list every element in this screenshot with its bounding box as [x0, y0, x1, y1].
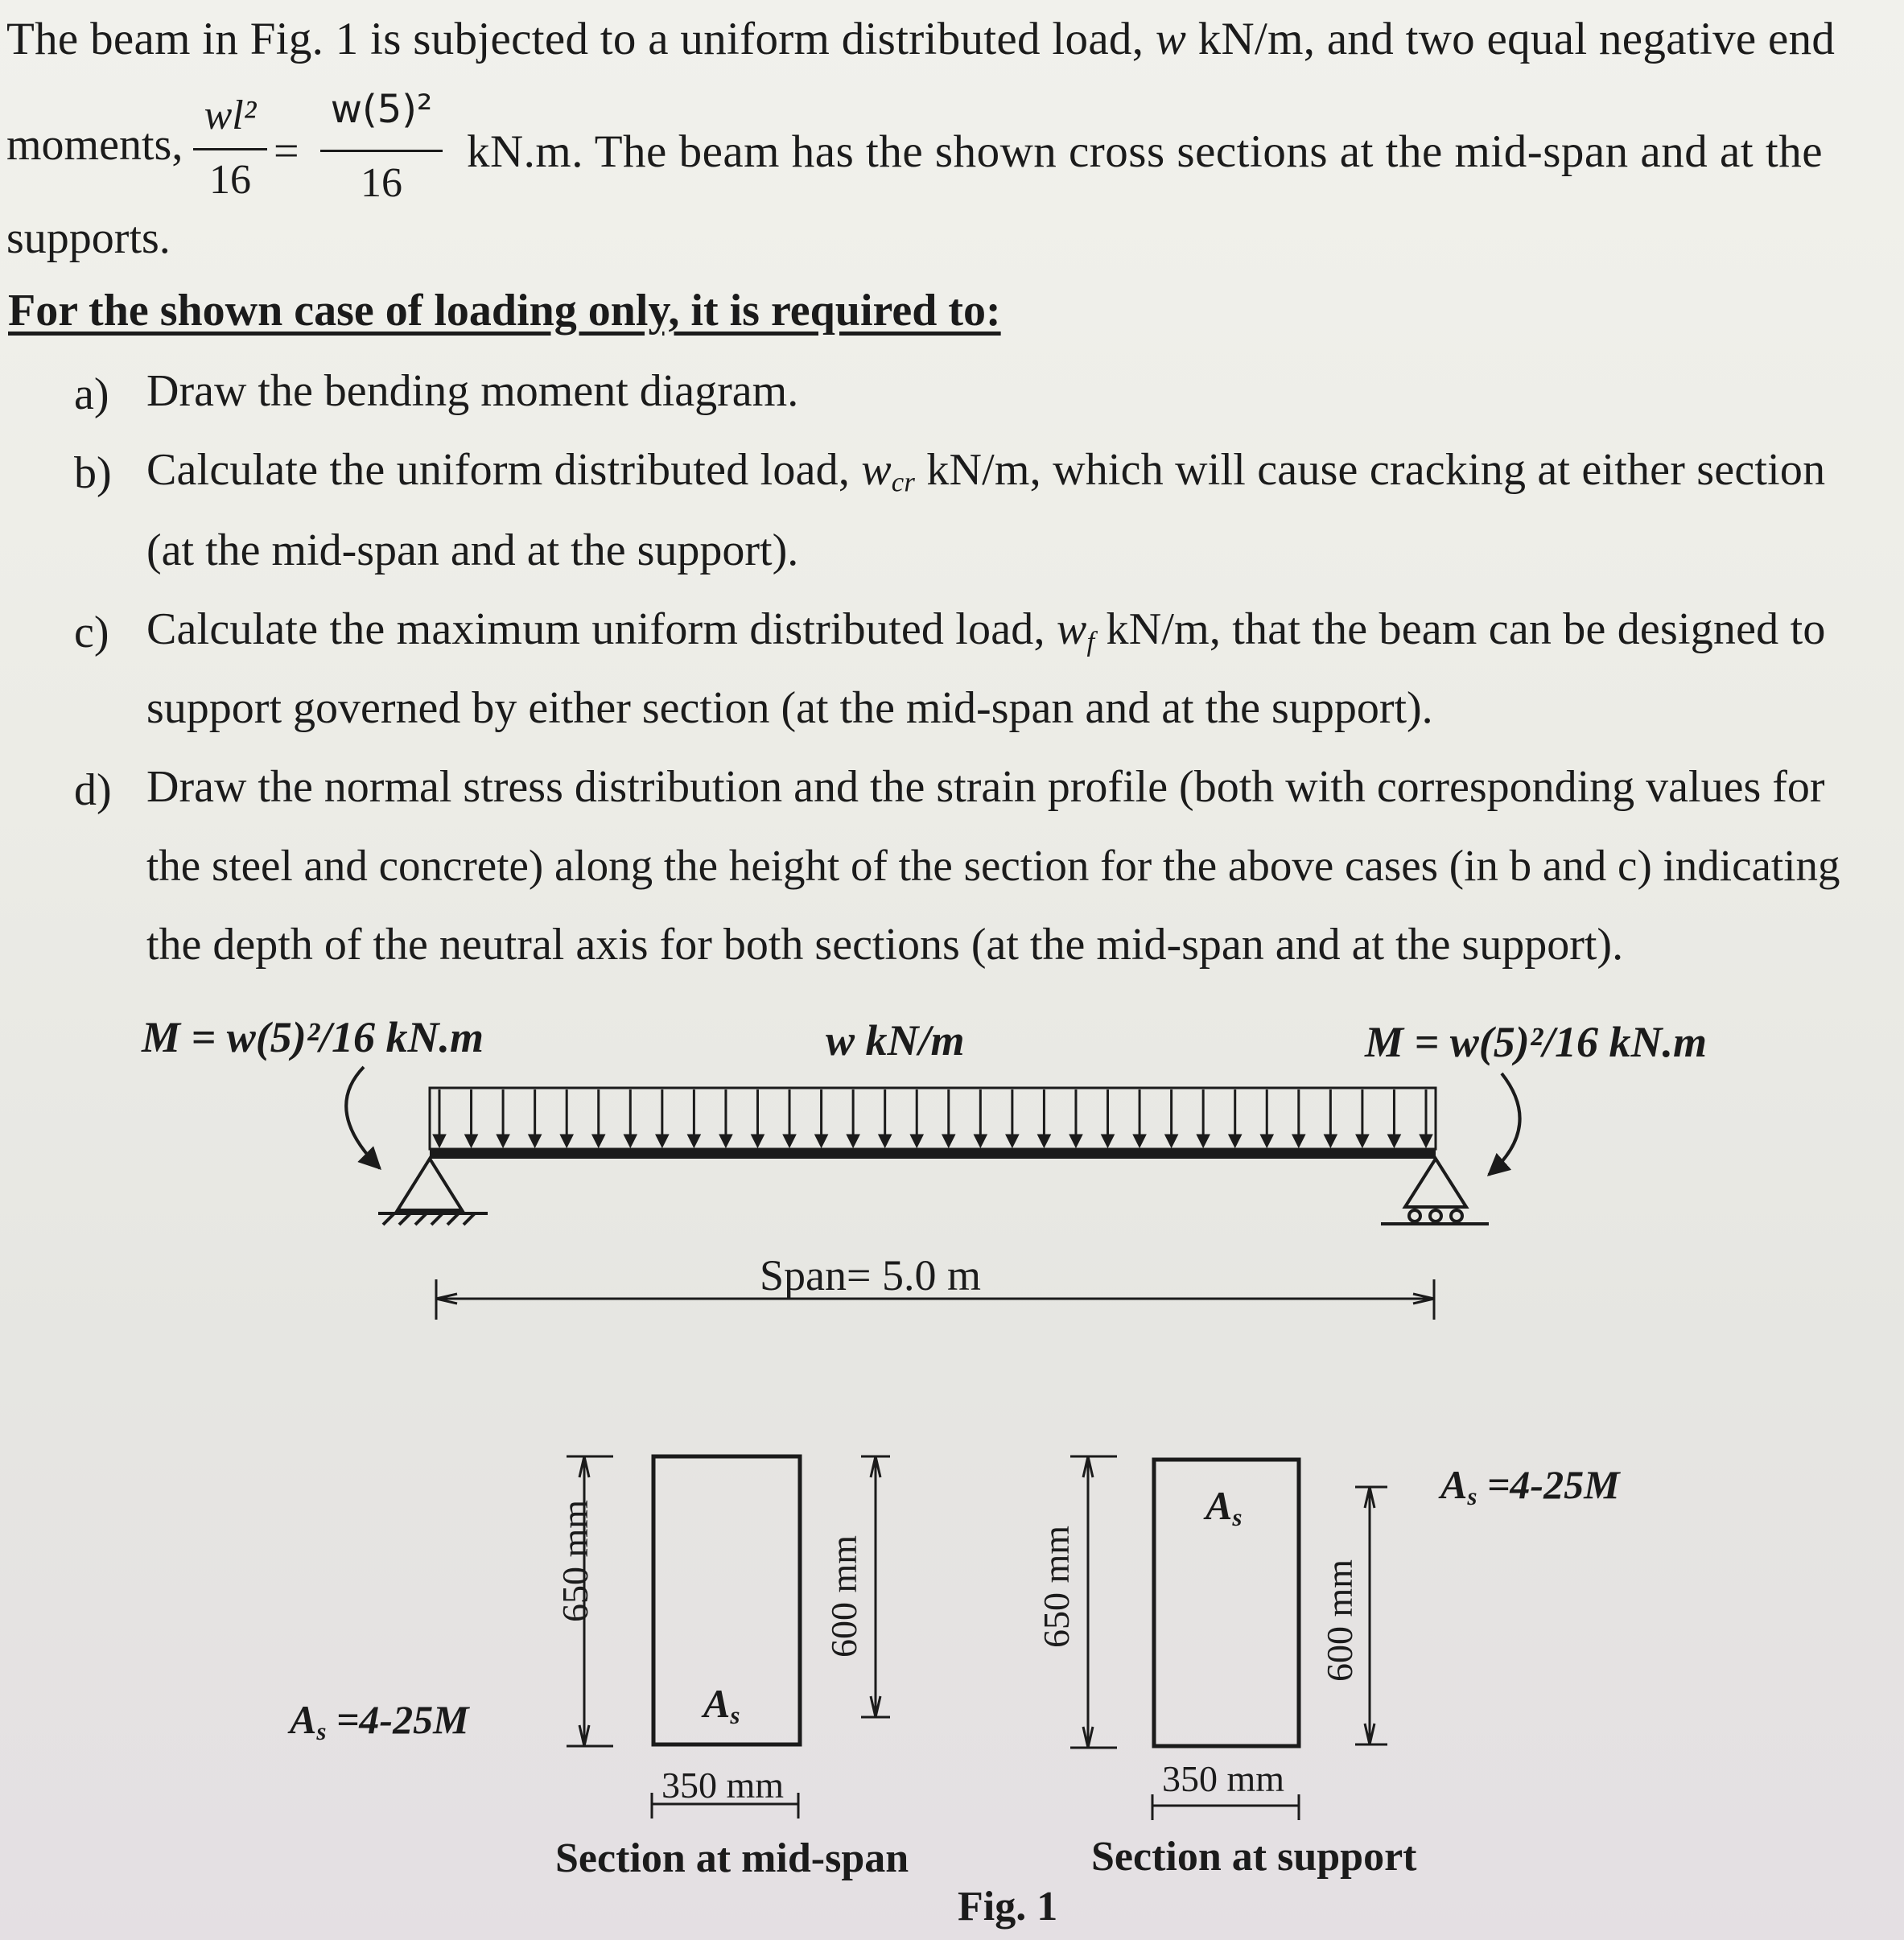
fig-caption: Fig. 1: [958, 1884, 1058, 1930]
midspan-as-label: $A_s =4-25M$: [290, 1697, 469, 1745]
midspan-caption: Section at mid-span: [555, 1835, 909, 1881]
task-a-letter: a): [74, 369, 109, 419]
load-arrow: [1197, 1089, 1210, 1147]
task-a-text: Draw the bending moment diagram.: [146, 366, 799, 416]
load-arrow: [529, 1089, 542, 1147]
load-arrow: [815, 1089, 828, 1147]
support-height-effective: 600 mm: [1319, 1559, 1360, 1682]
task-d-line-3: the depth of the neutral axis for both sections (at the mid-span and at the support).: [146, 920, 1624, 970]
beam: [430, 1149, 1436, 1159]
moment-left-label: M = w(5)²/16 kN.m: [142, 1013, 484, 1061]
load-arrow: [1387, 1089, 1400, 1147]
task-d-line-1: Draw the normal stress distribution and the strain profile (both with corresponding values for: [146, 762, 1825, 812]
load-arrow: [1260, 1089, 1273, 1147]
fraction-denominator: 16: [361, 160, 402, 206]
task-c-line-1: Calculate the maximum uniform distributed load, $w_f$ kN/m, that the beam can be designed to: [146, 604, 1826, 657]
intro-line-2: kN.m. The beam has the shown cross sections at the mid-span and at the: [467, 126, 1823, 177]
load-arrows: [433, 1089, 1432, 1147]
support-width: 350 mm: [1162, 1758, 1285, 1799]
roller-support-right: [1381, 1159, 1489, 1224]
load-arrow: [1006, 1089, 1019, 1147]
moment-arrow-left: [346, 1067, 380, 1168]
load-arrow: [719, 1089, 732, 1147]
load-arrow: [1165, 1089, 1178, 1147]
span-label: Span= 5.0 m: [760, 1251, 981, 1300]
load-arrow: [1069, 1089, 1082, 1147]
midspan-height-effective: 600 mm: [823, 1534, 864, 1658]
load-arrow: [942, 1089, 955, 1147]
midspan-as-in-section: $A_s$: [703, 1681, 740, 1729]
load-arrow: [974, 1089, 987, 1147]
task-b-line-2: (at the mid-span and at the support).: [146, 525, 799, 575]
load-arrow: [433, 1089, 446, 1147]
load-arrow: [751, 1089, 764, 1147]
load-arrow: [687, 1089, 700, 1147]
load-arrow: [1420, 1089, 1432, 1147]
load-arrow: [1356, 1089, 1369, 1147]
load-arrow: [624, 1089, 637, 1147]
load-arrow: [592, 1089, 605, 1147]
load-arrow: [910, 1089, 923, 1147]
moment-arrow-right: [1489, 1073, 1520, 1175]
task-c-letter: c): [74, 608, 109, 657]
task-c-line-2: support governed by either section (at the mid-span and at the support).: [146, 683, 1433, 733]
load-arrow: [656, 1089, 669, 1147]
intro-line-3: supports.: [6, 213, 171, 263]
load-arrow: [1102, 1089, 1115, 1147]
fraction-numerator: w(5)²: [330, 87, 433, 132]
task-b-line-1: Calculate the uniform distributed load, $w_{cr}$ kN/m, which will cause cracking at either section: [146, 445, 1826, 498]
midspan-height-total: 650 mm: [554, 1499, 596, 1622]
intro-line-1: The beam in Fig. 1 is subjected to a uniform distributed load, w kN/m, and two equal negative end: [6, 14, 1836, 64]
load-arrow: [560, 1089, 573, 1147]
support-height-total: 650 mm: [1036, 1525, 1077, 1648]
fraction-denominator: 16: [209, 157, 251, 203]
midspan-width: 350 mm: [661, 1765, 785, 1806]
distributed-load: [430, 1088, 1436, 1149]
fraction-numerator: wl²: [204, 93, 257, 138]
equals-sign: =: [274, 126, 299, 176]
support-caption: Section at support: [1091, 1834, 1417, 1880]
load-arrow: [1133, 1089, 1146, 1147]
support-as-label: $A_s =4-25M$: [1440, 1462, 1620, 1510]
load-label: w kN/m: [826, 1016, 965, 1065]
load-arrow: [1324, 1089, 1337, 1147]
load-arrow: [1229, 1089, 1242, 1147]
task-d-letter: d): [74, 765, 112, 815]
pin-support-left: [378, 1159, 488, 1225]
span-dimension: [436, 1279, 1434, 1320]
load-arrow: [1292, 1089, 1305, 1147]
load-arrow: [783, 1089, 796, 1147]
load-arrow: [879, 1089, 892, 1147]
load-arrow: [847, 1089, 859, 1147]
moments-word: moments,: [6, 120, 183, 170]
task-d-line-2: the steel and concrete) along the height of the section for the above cases (in b and c) indicating: [146, 841, 1840, 890]
load-arrow: [1037, 1089, 1050, 1147]
moment-right-label: M = w(5)²/16 kN.m: [1365, 1018, 1707, 1066]
load-arrow: [465, 1089, 478, 1147]
load-arrow: [497, 1089, 509, 1147]
required-heading: For the shown case of loading only, it is required to:: [8, 286, 1001, 336]
task-b-letter: b): [74, 448, 112, 498]
support-as-in-section: $A_s$: [1205, 1483, 1243, 1531]
